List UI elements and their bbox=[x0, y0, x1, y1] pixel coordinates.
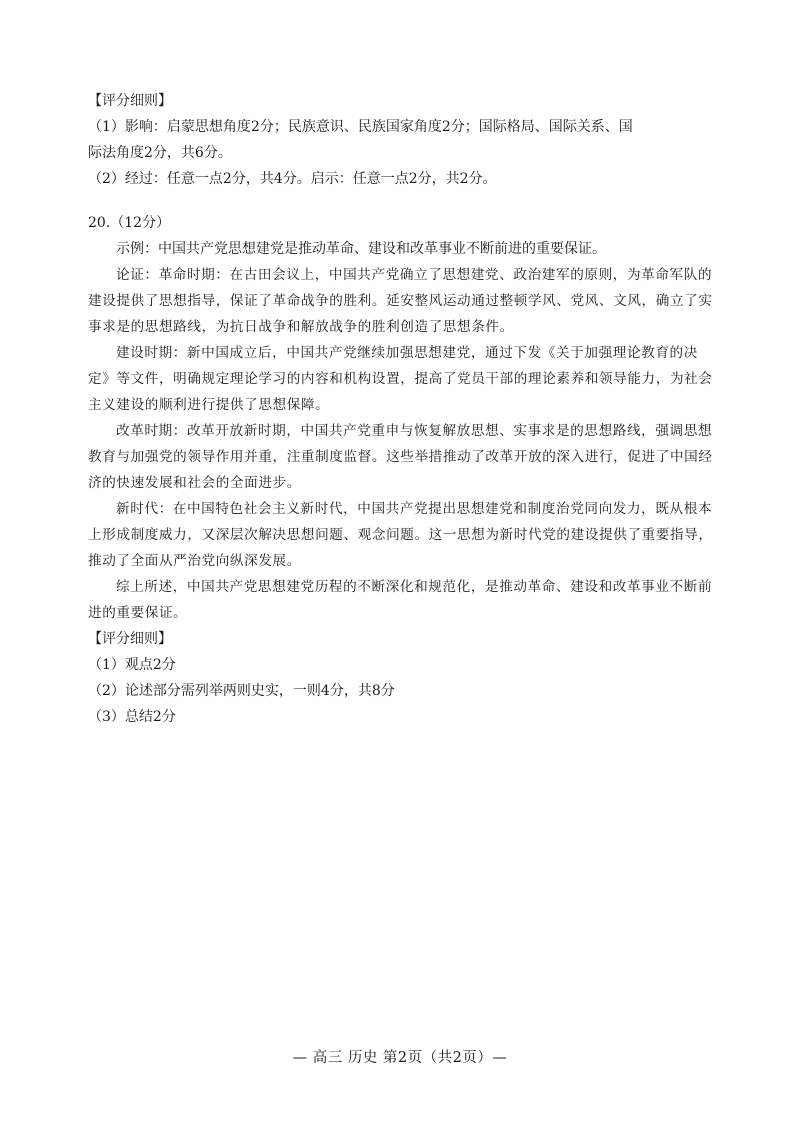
question-20-title: 20.（12分） bbox=[88, 215, 171, 231]
scoring-heading-2: 【评分细则】 bbox=[88, 631, 172, 647]
scoring-item-2: （2）经过：任意一点2分，共4分。启示：任意一点2分，共2分。 bbox=[88, 171, 497, 187]
scoring-2-item-3: （3）总结2分 bbox=[88, 709, 176, 725]
scoring-2-item-2: （2）论述部分需列举两则史实，一则4分，共8分 bbox=[88, 683, 395, 699]
argument-revolution-period: 论证：革命时期：在古田会议上，中国共产党确立了思想建党、政治建军的原则，为革命军队的建设提供了思想指导，保证了革命战争的胜利。延安整风运动通过整顿学风、党风、文风，确立了实事求是的思想路线，为抗日战争和解放战争的胜利创造了思想条件。 bbox=[88, 267, 713, 335]
argument-conclusion: 综上所述，中国共产党思想建党历程的不断深化和规范化，是推动革命、建设和改革事业不断前进的重要保证。 bbox=[88, 579, 713, 621]
argument-new-era: 新时代：在中国特色社会主义新时代，中国共产党提出思想建党和制度治党同向发力，既从根本上形成制度威力，又深层次解决思想问题、观念问题。这一思想为新时代党的建设提供了重要指导，推动了全面从严治党向纵深发展。 bbox=[88, 501, 713, 569]
scoring-item-1-line-1: （1）影响：启蒙思想角度2分；民族意识、民族国家角度2分；国际格局、国际关系、国 bbox=[88, 119, 633, 135]
scoring-heading-1: 【评分细则】 bbox=[88, 93, 172, 109]
argument-construction-period: 建设时期：新中国成立后，中国共产党继续加强思想建党，通过下发《关于加强理论教育的决定》等文件，明确规定理论学习的内容和机构设置，提高了党员干部的理论素养和领导能力，为社会主义建设的顺利进行提供了思想保障。 bbox=[88, 345, 713, 413]
page-content bbox=[88, 88, 718, 730]
spacer bbox=[88, 192, 718, 210]
answer-example: 示例：中国共产党思想建党是推动革命、建设和改革事业不断前进的重要保证。 bbox=[116, 241, 606, 257]
scoring-item-1-line-2: 际法角度2分，共6分。 bbox=[88, 145, 232, 161]
argument-reform-period: 改革时期：改革开放新时期，中国共产党重申与恢复解放思想、实事求是的思想路线，强调思想教育与加强党的领导作用并重，注重制度监督。这些举措推动了改革开放的深入进行，促进了中国经济的快速发展和社会的全面进步。 bbox=[88, 423, 713, 491]
scoring-2-item-1: （1）观点2分 bbox=[88, 657, 176, 673]
page-footer: — 高三 历史 第2页（共2页）— bbox=[292, 1050, 508, 1066]
